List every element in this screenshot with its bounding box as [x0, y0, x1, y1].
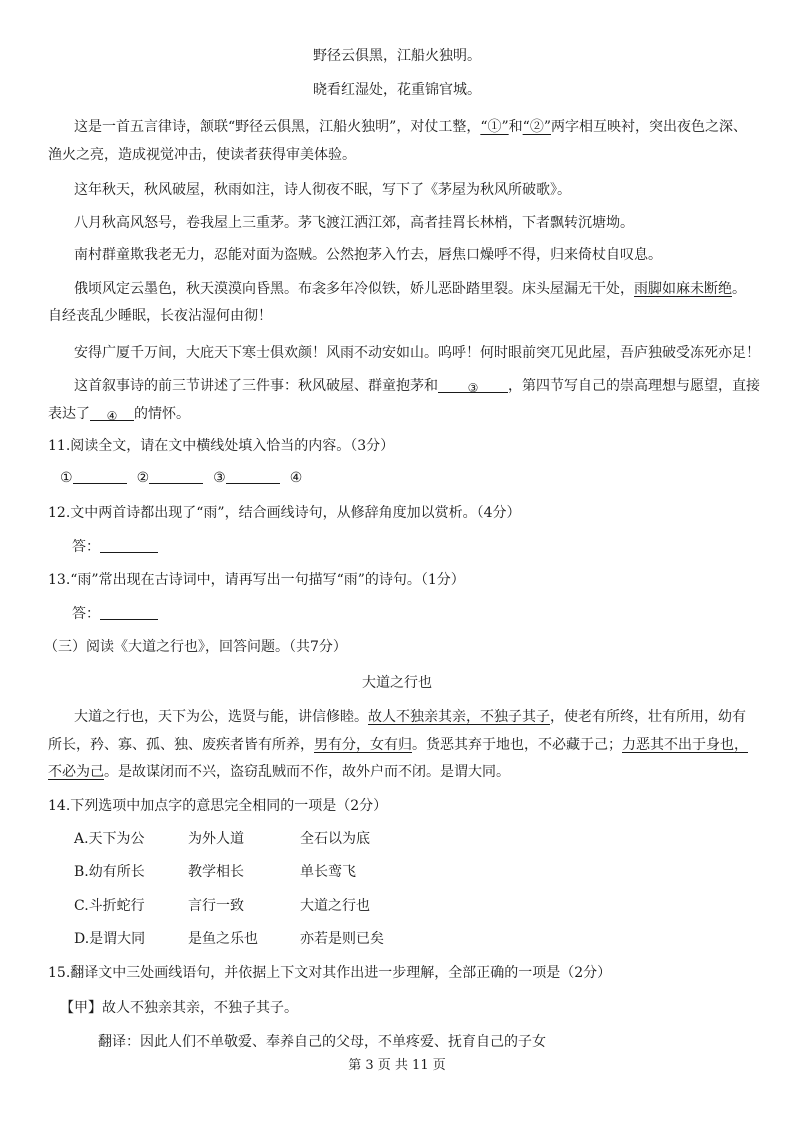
summary-paragraph-cont: 表达了 ④ 的情怀。 — [48, 406, 190, 423]
question-12: 12.文中两首诗都出现了“雨”，结合画线诗句，从修辞角度加以赏析。（4分） — [48, 505, 521, 521]
question-13: 13.“雨”常出现在古诗词中，请再写出一句描写“雨”的诗句。（1分） — [48, 572, 465, 588]
blank-marker-1: “①” — [480, 119, 509, 135]
translation-line: 翻译：因此人们不单敬爱、奉养自己的父母，不单疼爱、抚育自己的子女 — [98, 1034, 546, 1050]
summary-paragraph: 这首叙事诗的前三节讲述了三件事：秋风破屋、群童抱茅和 ③ ，第四节写自己的崇高理想与愿望，直接 — [74, 378, 760, 395]
blank-3[interactable]: ③ — [438, 378, 508, 393]
poem-stanza-3: 俄顷风定云墨色，秋天漠漠向昏黑。布衾多年冷似铁，娇儿恶卧踏里裂。床头屋漏无干处，雨脚如麻未断绝。 — [74, 281, 746, 297]
section-3-heading: （三）阅读《大道之行也》，回答问题。（共7分） — [44, 639, 347, 655]
answer-blank-3[interactable] — [226, 469, 280, 484]
poem-stanza-2: 南村群童欺我老无力，忍能对面为盗贼。公然抱茅入竹去，唇焦口燥呼不得，归来倚杖自叹息。 — [74, 247, 662, 263]
poem-line-2: 晓看红湿处，花重锦官城。 — [313, 82, 481, 98]
answer-line-12[interactable] — [100, 538, 158, 553]
poem-stanza-1: 八月秋高风怒号，卷我屋上三重茅。茅飞渡江洒江郊，高者挂罥长林梢，下者飘转沉塘坳。 — [74, 215, 634, 231]
question-14: 14.下列选项中加点字的意思完全相同的一项是（2分） — [48, 798, 388, 814]
poem-stanza-3-cont: 自经丧乱少睡眠，长夜沾湿何由彻！ — [48, 308, 272, 324]
answer-blank-1[interactable] — [73, 469, 127, 484]
question-15: 15.翻译文中三处画线语句，并依据上下文对其作出进一步理解，全部正确的一项是（2分） — [48, 965, 612, 981]
exam-page: 野径云俱黑，江船火独明。 晓看红湿处，花重锦官城。 这是一首五言律诗，颔联“野径云俱黑，江船火独明”，对仗工整，“①”和“②”两字相互映衬，突出夜色之深、 渔火之亮，造成视觉冲击，使读者获得审美体验。 这年秋天，秋风破屋，秋雨如注，诗人彻夜不眠，写下了《茅屋为秋风所破歌》。 八月秋高风怒号，卷我屋上三重茅。茅飞渡江洒江郊，高者挂罥长林梢，下者飘转沉塘坳。 南村群童欺我老无力，忍能对面为盗贼。公然抱茅入竹去，唇焦口燥呼不得，归来倚杖自叹息。 俄顷风定云墨色，秋天漠漠向昏黑。布衾多年冷似铁，娇儿恶卧踏里裂。床头屋漏无干处，雨脚如麻未断绝。 自经丧乱少睡眠，长夜沾湿何由彻！ 安得广厦千万间，大庇天下寒士俱欢颜！风雨不动安如山。呜呼！何时眼前突兀见此屋，吾庐独破受冻死亦足！ 这首叙事诗的前三节讲述了三件事：秋风破屋、群童抱茅和 ③ ，第四节写自己的崇高理想与愿望，直接 表达了 ④ 的情怀。 11.阅读全文，请在文中横线处填入恰当的内容。（3分） ① ② ③ ④ 12.文中两首诗都出现了“雨”，结合画线诗句，从修辞角度加以赏析。（4分） 答： 13.“雨”常出现在古诗词中，请再写出一句描写“雨”的诗句。（1分） 答： （三）阅读《大道之行也》，回答问题。（共7分） 大道之行也 大道之行也，天下为公，选贤与能，讲信修睦。故人不独亲其亲，不独子其子，使老有所终，壮有所用，幼有 所长，矜、寡、孤、独、废疾者皆有所养，男有分，女有归。货恶其弃于地也，不必藏于己；力恶其不出于身也， 不必为己。是故谋闭而不兴，盗窃乱贼而不作，故外户而不闭。是谓大同。 14.下列选项中加点字的意思完全相同的一项是（2分） A.天下为公 为外人道 全石以为底 B.幼有所长 教学相长 单长鸾飞 C.斗折蛇行 言行一致 大道之行也 D.是谓大同 是鱼之乐也 亦若是则已矣 15.翻译文中三处画线语句，并依据上下文对其作出进一步理解，全部正确的一项是（2分） 【甲】故人不独亲其亲，不独子其子。 翻译：因此人们不单敬爱、奉养自己的父母，不单疼爱、抚育自己的子女 第 3 页 共 11 页 — [0, 0, 794, 1122]
sentence-jia: 【甲】故人不独亲其亲，不独子其子。 — [60, 1000, 298, 1016]
blank-4[interactable]: ④ — [90, 406, 134, 421]
poem-stanza-4: 安得广厦千万间，大庇天下寒士俱欢颜！风雨不动安如山。呜呼！何时眼前突兀见此屋，吾庐独破受冻死亦足！ — [74, 345, 760, 361]
passage-line-1: 大道之行也，天下为公，选贤与能，讲信修睦。故人不独亲其亲，不独子其子，使老有所终，壮有所用，幼有 — [74, 709, 746, 725]
blank-marker-2: “②” — [522, 119, 551, 135]
underlined-verse: 雨脚如麻未断绝 — [634, 281, 732, 297]
analysis-paragraph: 这是一首五言律诗，颔联“野径云俱黑，江船火独明”，对仗工整，“①”和“②”两字相互映衬，突出夜色之深、 — [74, 119, 747, 135]
underlined-sentence-yi: 男有分，女有归 — [314, 737, 412, 753]
page-footer: 第 3 页 共 11 页 — [348, 1058, 446, 1073]
underlined-sentence-bing-cont: 不必为己 — [48, 764, 104, 780]
underlined-sentence-jia: 故人不独亲其亲，不独子其子 — [368, 709, 550, 725]
answer-blank-2[interactable] — [149, 469, 203, 484]
passage-title: 大道之行也 — [362, 675, 432, 691]
poem-line-1: 野径云俱黑，江船火独明。 — [313, 48, 481, 64]
question-11-answers: ① ② ③ ④ — [60, 470, 303, 486]
answer-line-13[interactable] — [100, 605, 158, 620]
passage-line-2: 所长，矜、寡、孤、独、废疾者皆有所养，男有分，女有归。货恶其弃于地也，不必藏于己；力恶其不出于身也， — [48, 737, 748, 753]
question-13-answer: 答： — [72, 604, 158, 624]
question-11: 11.阅读全文，请在文中横线处填入恰当的内容。（3分） — [48, 438, 395, 454]
passage-line-3: 不必为己。是故谋闭而不兴，盗窃乱贼而不作，故外户而不闭。是谓大同。 — [48, 764, 510, 780]
intro-paragraph: 这年秋天，秋风破屋，秋雨如注，诗人彻夜不眠，写下了《茅屋为秋风所破歌》。 — [74, 182, 571, 198]
analysis-paragraph-cont: 渔火之亮，造成视觉冲击，使读者获得审美体验。 — [48, 147, 356, 163]
question-12-answer: 答： — [72, 537, 158, 557]
underlined-sentence-bing: 力恶其不出于身也， — [622, 737, 748, 753]
